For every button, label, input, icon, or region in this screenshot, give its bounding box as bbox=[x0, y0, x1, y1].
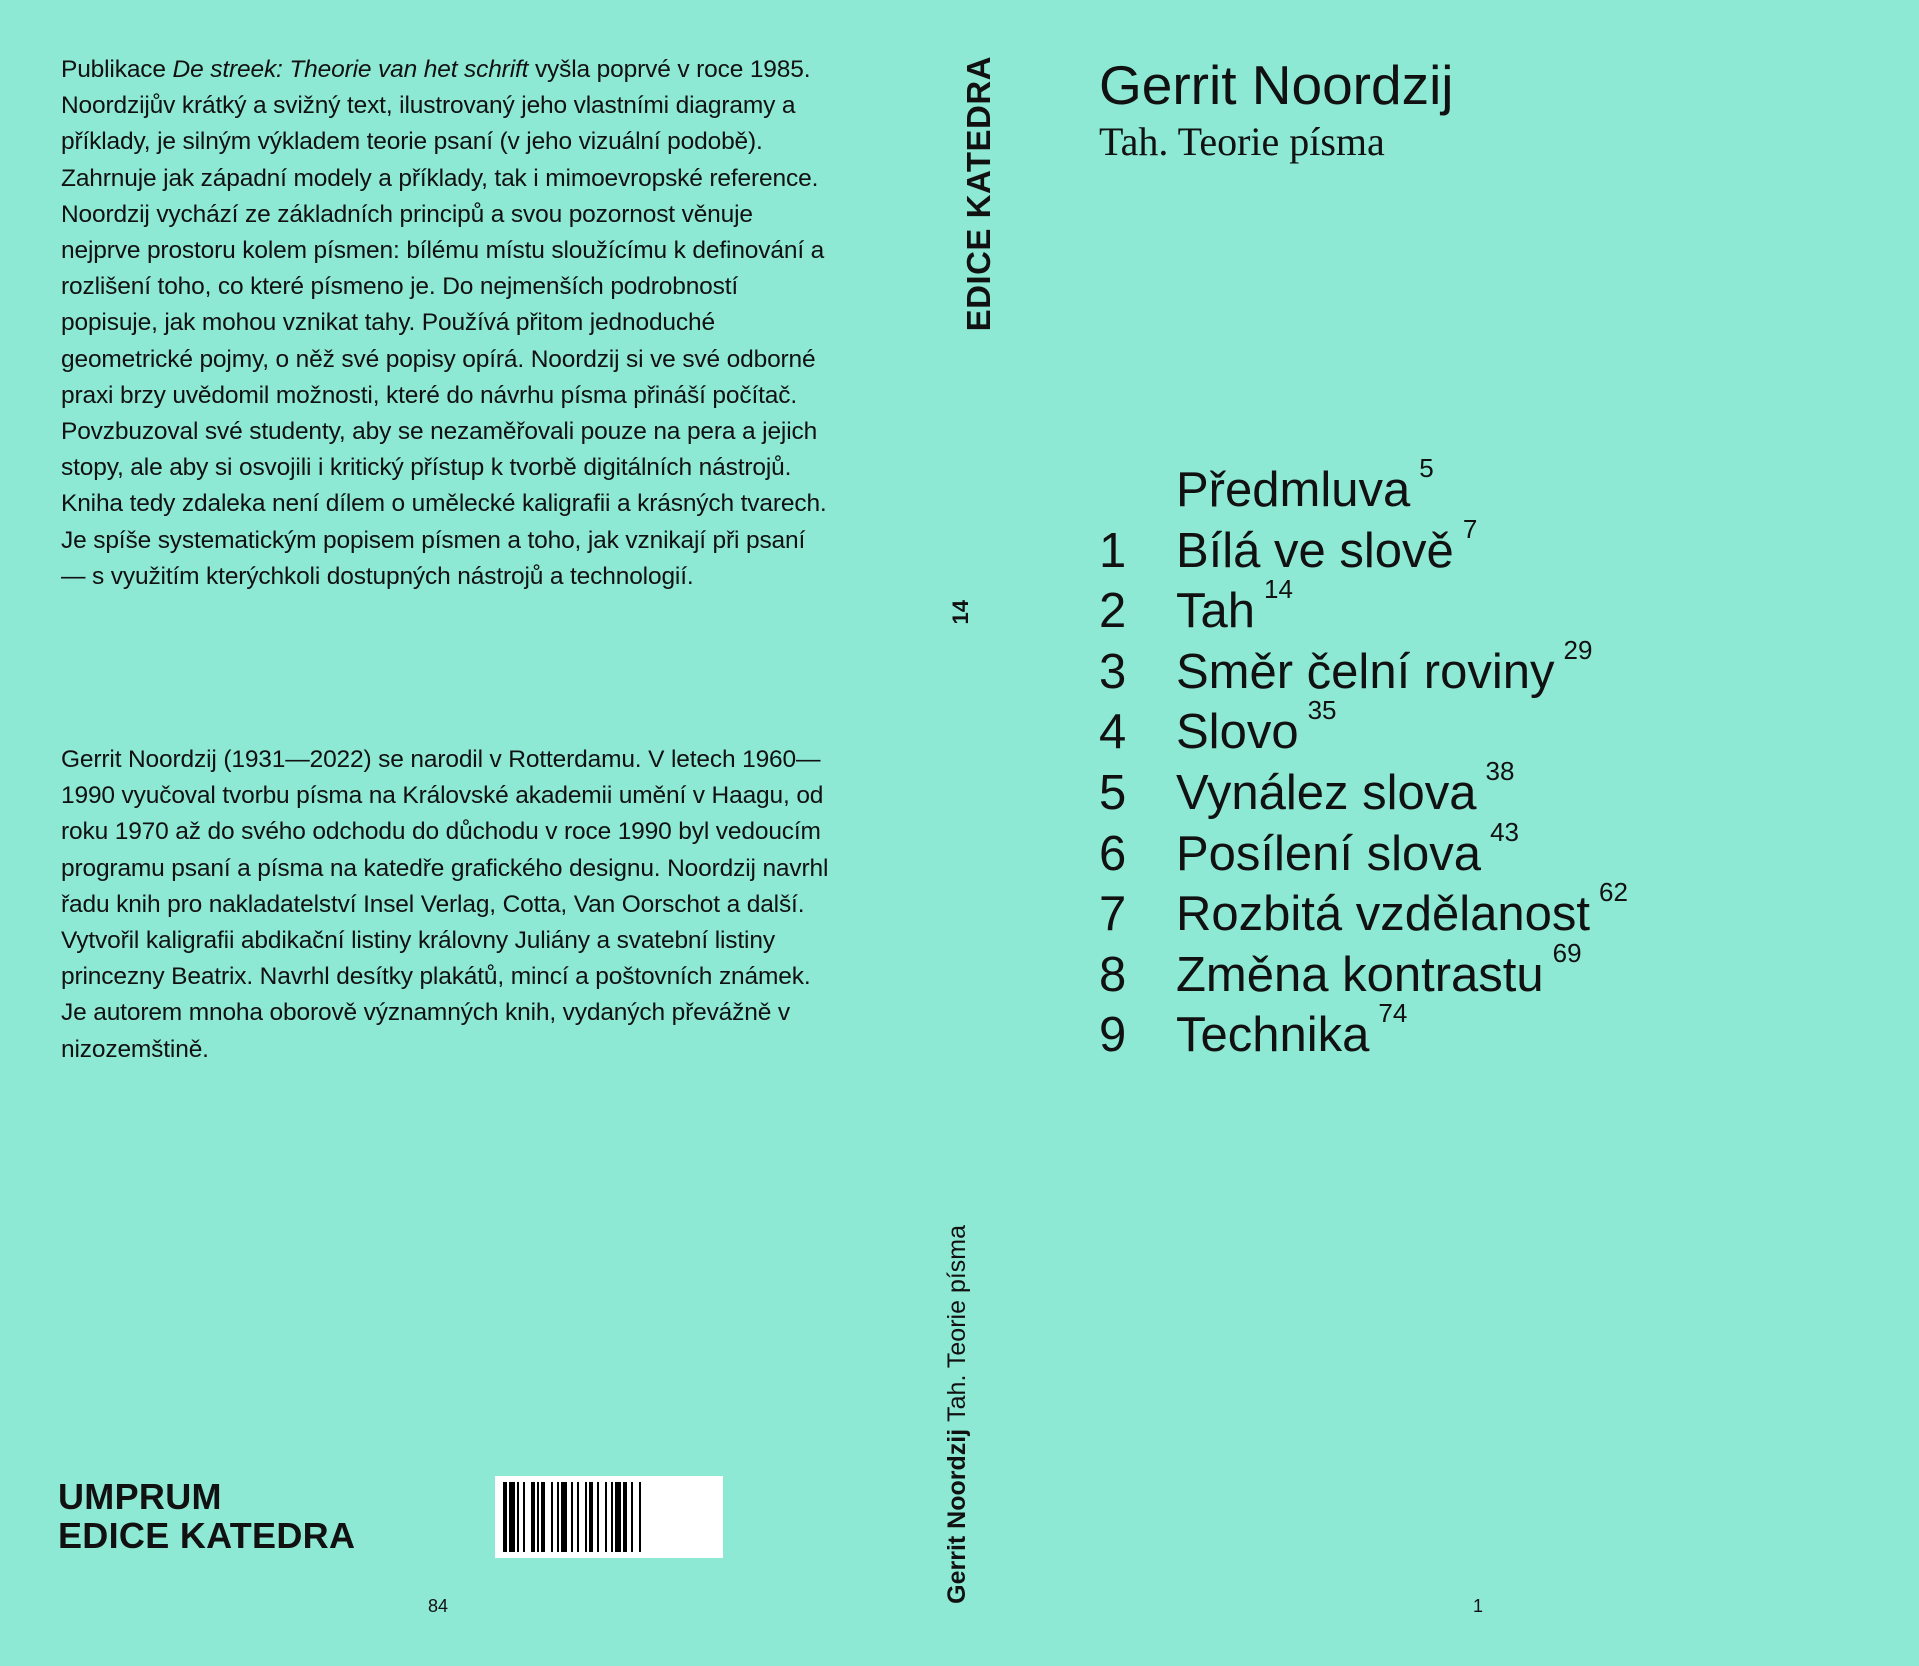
original-title: De streek: Theorie van het schrift bbox=[172, 56, 529, 83]
barcode-bar bbox=[561, 1482, 567, 1552]
logo-line-umprum: UMPRUM bbox=[58, 1476, 222, 1517]
toc-entry bbox=[1099, 513, 1628, 582]
barcode-bar bbox=[541, 1482, 545, 1552]
toc-entry bbox=[1099, 816, 1628, 885]
barcode-bar bbox=[503, 1482, 507, 1552]
toc-entry-label: Vynález slova bbox=[1176, 765, 1477, 820]
toc-entry bbox=[1099, 877, 1628, 945]
spine-series: EDICE KATEDRA bbox=[960, 56, 997, 332]
toc-entry-number: 7 bbox=[1099, 887, 1127, 942]
barcode-bar bbox=[571, 1482, 573, 1552]
toc-entry-page: 69 bbox=[1552, 937, 1582, 968]
barcode-bar bbox=[509, 1482, 515, 1552]
author-biography: Gerrit Noordzij (1931—2022) se narodil v Rotterdamu. V letech 1960—1990 vyučoval tvorbu písma na Královské akademii umění v Haagu, od roku 1970 až do svého odchodu do důchodu v roce 1990 byl vedoucím programu psaní a písma na katedře grafického designu. Noordzij navrhl řadu knih pro nakladatelství Insel Verlag, Cotta, Van Oorschot a další. Vytvořil kaligrafii abdikační listiny královny Juliány a svatební listiny princezny Beatrix. Navrhl desítky plakátů, mincí a poštovních známek. Je autorem mnoha oborově významných knih, vydaných převážně v nizozemštině. bbox=[61, 746, 829, 1063]
toc-entry-number bbox=[1099, 460, 1176, 521]
toc-entry-label: Technika bbox=[1176, 1008, 1370, 1063]
toc-entry-label: Předmluva bbox=[1176, 463, 1411, 517]
toc-entry-page: 14 bbox=[1264, 574, 1293, 605]
toc-entry bbox=[1099, 755, 1628, 824]
barcode-bar bbox=[531, 1482, 535, 1552]
spine-title bbox=[943, 1215, 972, 1604]
toc-entry-number: 5 bbox=[1099, 765, 1127, 820]
toc-entry-number: 3 bbox=[1099, 644, 1127, 699]
barcode-bar bbox=[605, 1482, 607, 1552]
toc-entry-label: Směr čelní roviny bbox=[1176, 644, 1555, 699]
toc-entry-label: Posílení slova bbox=[1176, 826, 1482, 881]
toc-entry-page: 38 bbox=[1485, 755, 1515, 786]
barcode-bar bbox=[523, 1482, 525, 1552]
barcode-bar bbox=[631, 1482, 633, 1552]
toc-entry bbox=[1099, 453, 1628, 521]
barcode-bar bbox=[537, 1482, 539, 1552]
barcode-bar bbox=[585, 1482, 587, 1552]
spine-author: Gerrit Noordzij bbox=[943, 1428, 971, 1604]
toc-entry-label: Tah bbox=[1176, 584, 1256, 639]
toc-entry-number: 4 bbox=[1099, 705, 1127, 760]
front-page-number: 1 bbox=[1473, 1596, 1484, 1616]
back-page-number: 84 bbox=[428, 1596, 449, 1616]
toc-entry-label: Změna kontrastu bbox=[1176, 947, 1544, 1002]
toc-entry-page: 29 bbox=[1563, 634, 1593, 665]
barcode-icon bbox=[495, 1476, 723, 1558]
publisher-logo bbox=[58, 1477, 355, 1555]
barcode-bar bbox=[597, 1482, 599, 1552]
table-of-contents bbox=[1099, 453, 1628, 1066]
barcode-bar bbox=[517, 1482, 519, 1552]
toc-entry-label: Bílá ve slově bbox=[1176, 523, 1454, 578]
toc-entry bbox=[1099, 695, 1628, 763]
toc-entry-page: 5 bbox=[1419, 453, 1434, 483]
toc-entry bbox=[1099, 998, 1628, 1066]
toc-entry-page: 74 bbox=[1378, 998, 1408, 1029]
blurb-text: vyšla poprvé v roce 1985. Noordzijův krátký a svižný text, ilustrovaný jeho vlastními diagramy a příklady, je silným výkladem teorie psaní (v jeho vizuální podobě). Zahrnuje jak západní modely a příklady, tak i mimoevropské reference. Noordzij vychází ze základních principů a svou pozornost věnuje nejprve prostoru kolem písmen: bílému místu sloužícímu k definování a rozlišení toho, co které písmeno je. Do nejmenších podrobností popisuje, jak mohou vznikat tahy. Používá přitom jednoduché geometrické pojmy, o něž své popisy opírá. Noordzij si ve své odborné praxi brzy uvědomil možnosti, které do návrhu písma přináší počítač. Povzbuzoval své studenty, aby se nezaměřovali pouze na pera a jejich stopy, ale aby si osvojili i kritický přístup k tvorbě digitálních nástrojů. Kniha tedy zdaleka není dílem o umělecké kaligrafii a krásných tvarech. Je spíše systematickým popisem písmen a toho, jak vznikají při psaní — s využitím kterýchkoli dostupných nástrojů a technologií. bbox=[61, 56, 827, 590]
barcode-bar bbox=[639, 1482, 641, 1552]
toc-entry bbox=[1099, 574, 1628, 642]
barcode-bars bbox=[503, 1482, 715, 1552]
toc-entry-number: 8 bbox=[1099, 947, 1127, 1002]
barcode-bar bbox=[615, 1482, 621, 1552]
toc-entry-number: 1 bbox=[1099, 523, 1127, 578]
barcode-bar bbox=[551, 1482, 553, 1552]
barcode-bar bbox=[611, 1482, 613, 1552]
spine-book-title: Tah. Teorie písma bbox=[943, 1225, 971, 1422]
barcode-bar bbox=[557, 1482, 559, 1552]
barcode-bar bbox=[589, 1482, 593, 1552]
toc-entry-page: 62 bbox=[1599, 877, 1628, 908]
back-cover-blurb bbox=[61, 52, 831, 595]
toc-entry-label: Slovo bbox=[1176, 705, 1299, 760]
front-author: Gerrit Noordzij bbox=[1099, 54, 1454, 116]
front-title: Tah. Teorie písma bbox=[1099, 119, 1385, 164]
barcode-bar bbox=[623, 1482, 627, 1552]
toc-entry bbox=[1099, 937, 1628, 1006]
toc-entry-number: 9 bbox=[1099, 1008, 1127, 1063]
logo-line-series: EDICE KATEDRA bbox=[58, 1515, 356, 1556]
toc-entry-page: 43 bbox=[1490, 816, 1519, 847]
toc-entry bbox=[1099, 634, 1628, 703]
toc-entry-number: 6 bbox=[1099, 826, 1127, 881]
spine-volume-number: 14 bbox=[948, 600, 973, 625]
toc-entry-label: Rozbitá vzdělanost bbox=[1176, 887, 1591, 942]
blurb-prefix: Publikace bbox=[61, 56, 173, 83]
barcode-bar bbox=[577, 1482, 579, 1552]
toc-entry-page: 35 bbox=[1307, 695, 1337, 726]
toc-entry-number: 2 bbox=[1099, 584, 1127, 639]
toc-entry-page: 7 bbox=[1462, 513, 1478, 544]
